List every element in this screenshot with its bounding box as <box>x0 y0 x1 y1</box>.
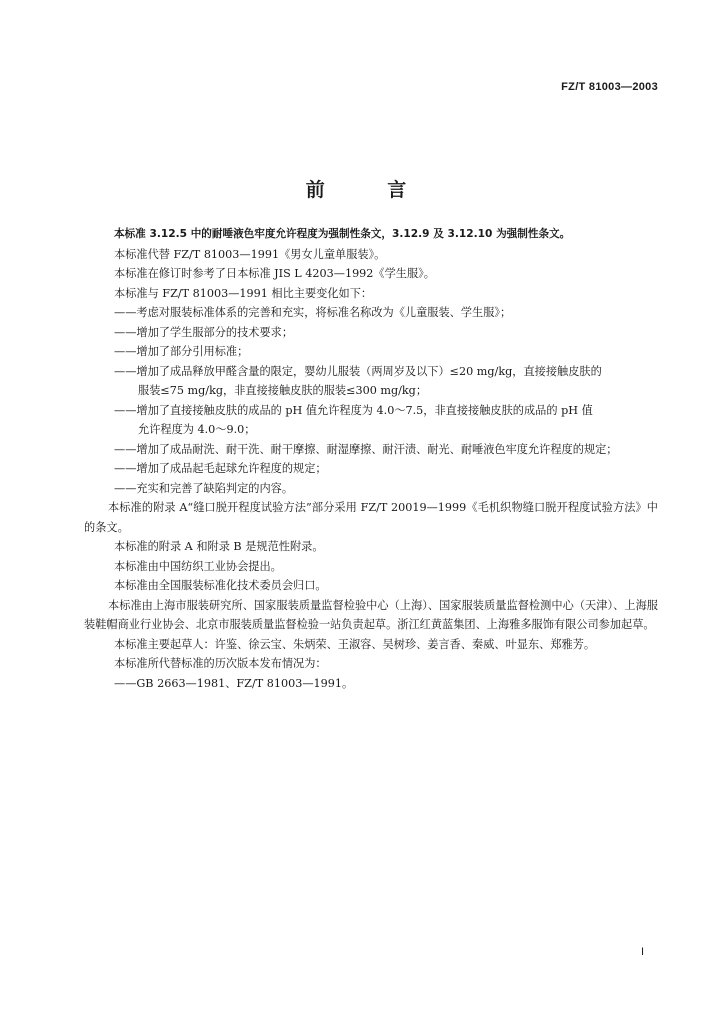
paragraph-appendix-a: 本标准的附录 A“缝口脱开程度试验方法”部分采用 FZ/T 20019—1999《毛机织物缝口脱开程度试验方法》中的条文。 <box>84 501 658 534</box>
paragraph-reference: 本标准在修订时参考了日本标准 JIS L 4203—1992《学生服》。 <box>114 267 435 280</box>
change-item: ——增加了直接接触皮肤的成品的 pH 值允许程度为 4.0～7.5，非直接接触皮肤的成品的 pH 值 <box>114 403 593 417</box>
paragraph-centralized-by: 本标准由全国服装标准化技术委员会归口。 <box>114 579 327 592</box>
change-item-continuation: 允许程度为 4.0～9.0； <box>138 423 256 436</box>
change-item: ——增加了成品耐洗、耐干洗、耐干摩擦、耐湿摩擦、耐汗渍、耐光、耐唾液色牢度允许程度的规定； <box>114 442 618 456</box>
paragraph-appendices: 本标准的附录 A 和附录 B 是规范性附录。 <box>114 540 324 553</box>
paragraph-drafting-units: 本标准由上海市服装研究所、国家服装质量监督检验中心（上海）、国家服装质量监督检测中心（天津）、上海服装鞋帽商业行业协会、北京市服装质量监督检验一站负责起草。浙江红黄蓝集团、上海雅多服饰有限公司参加起草。 <box>84 598 658 631</box>
foreword-body <box>84 225 658 693</box>
change-item: ——增加了成品起毛起球允许程度的规定； <box>114 462 327 475</box>
change-item-continuation: 服装≤75 mg/kg，非直接接触皮肤的服装≤300 mg/kg； <box>138 384 428 397</box>
change-item: ——充实和完善了缺陷判定的内容。 <box>114 481 294 495</box>
paragraph-mandatory-clauses: 本标准 3.12.5 中的耐唾液色牢度允许程度为强制性条文，3.12.9 及 3.12.10 为强制性条文。 <box>114 228 571 240</box>
standard-code: FZ/T 81003—2003 <box>561 81 658 93</box>
paragraph-proposed-by: 本标准由中国纺织工业协会提出。 <box>114 559 282 573</box>
change-item: ——考虑对服装标准体系的完善和充实，将标准名称改为《儿童服装、学生服》； <box>114 306 512 319</box>
paragraph-changes-intro: 本标准与 FZ/T 81003—1991 相比主要变化如下： <box>114 286 373 300</box>
paragraph-history-versions: ——GB 2663—1981、FZ/T 81003—1991。 <box>114 676 354 690</box>
page-title: 前 言 <box>305 179 435 201</box>
page-number: I <box>640 946 644 958</box>
change-item: ——增加了成品释放甲醛含量的限定，婴幼儿服装（两周岁及以下）≤20 mg/kg，直接接触皮肤的 <box>114 364 602 378</box>
paragraph-drafters: 本标准主要起草人：许鉴、徐云宝、朱炳荣、王淑容、吴树珍、姜言香、秦威、叶显东、郑雅芳。 <box>114 637 596 651</box>
paragraph-replaces: 本标准代替 FZ/T 81003—1991《男女儿童单服装》。 <box>114 247 386 261</box>
paragraph-history-intro: 本标准所代替标准的历次版本发布情况为： <box>114 657 327 670</box>
change-item: ——增加了部分引用标准； <box>114 345 249 358</box>
change-item: ——增加了学生服部分的技术要求； <box>114 325 294 339</box>
